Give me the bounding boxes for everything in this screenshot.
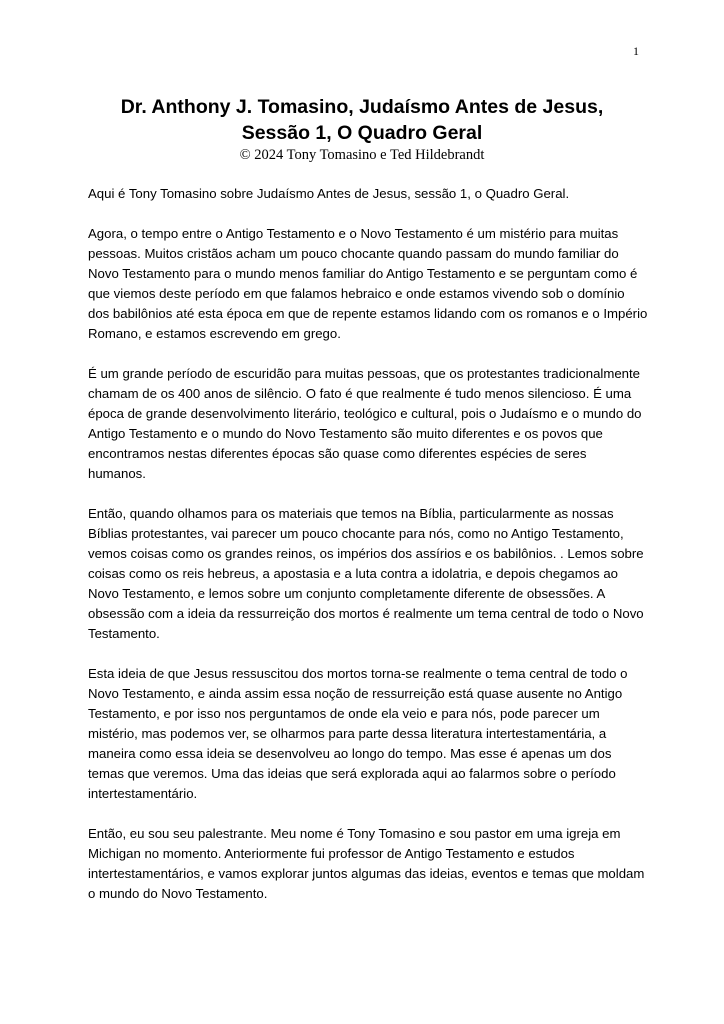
- paragraph-resurrection-theme: Esta ideia de que Jesus ressuscitou dos mortos torna-se realmente o tema central de todo o Novo Testamento, e ainda assim essa noção de ressurreição está quase ausente no Antigo Testamento, e por isso nos perguntamos de onde ela veio e para nós, pode parecer um mistério, mas podemos ver, se olharmos para parte dessa literatura intertestamentária, a maneira como essa ideia se desenvolveu ao longo do tempo. Mas esse é apenas um dos temas que veremos. Uma das ideias que será explorada aqui ao falarmos sobre o período intertestamentário.: [88, 666, 628, 801]
- paragraph-intro: Aqui é Tony Tomasino sobre Judaísmo Antes de Jesus, sessão 1, o Quadro Geral.: [88, 186, 570, 201]
- paragraph-speaker-intro: Então, eu sou seu palestrante. Meu nome é Tony Tomasino e sou pastor em uma igreja em Michigan no momento. Anteriormente fui professor de Antigo Testamento e estudos intertestamentários, e vamos explorar juntos algumas das ideias, eventos e temas que moldam o mundo do Novo Testamento.: [88, 826, 645, 901]
- paragraph-400-years-silence: É um grande período de escuridão para muitas pessoas, que os protestantes tradicionalmente chamam de os 400 anos de silêncio. O fato é que realmente é tudo menos silencioso. É uma época de grande desenvolvimento literário, teológico e cultural, pois o Judaísmo e o mundo do Antigo Testamento e o mundo do Novo Testamento são muito diferentes e os povos que encontramos nestas diferentes épocas são quase como diferentes espécies de seres humanos.: [88, 366, 642, 481]
- copyright-line: © 2024 Tony Tomasino e Ted Hildebrandt: [239, 147, 485, 163]
- document-body: [88, 184, 648, 924]
- document-title-line-1: Dr. Anthony J. Tomasino, Judaísmo Antes de Jesus,: [120, 96, 604, 118]
- document-title: [60, 94, 664, 146]
- document-title-line-2: Sessão 1, O Quadro Geral: [241, 122, 483, 144]
- page-number: 1: [633, 44, 639, 58]
- paragraph-intertestamental-mystery: Agora, o tempo entre o Antigo Testamento e o Novo Testamento é um mistério para muitas pessoas. Muitos cristãos acham um pouco chocante quando passam do mundo familiar do Novo Testamento para o mundo menos familiar do Antigo Testamento e se perguntam como é que viemos deste período em que falamos hebraico e onde estamos vivendo sob o domínio dos babilônios até esta época em que de repente estamos lidando com os romanos e o Império Romano, e estamos escrevendo em grego.: [88, 226, 648, 341]
- paragraph-bible-materials: Então, quando olhamos para os materiais que temos na Bíblia, particularmente as nossas Bíblias protestantes, vai parecer um pouco chocante para nós, como no Antigo Testamento, vemos coisas como os grandes reinos, os impérios dos assírios e os babilônios. . Lemos sobre coisas como os reis hebreus, a apostasia e a luta contra a idolatria, e depois chegamos ao Novo Testamento, e lemos sobre um conjunto completamente diferente de obsessões. A obsessão com a ideia da ressurreição dos mortos é realmente um tema central de todo o Novo Testamento.: [88, 506, 644, 641]
